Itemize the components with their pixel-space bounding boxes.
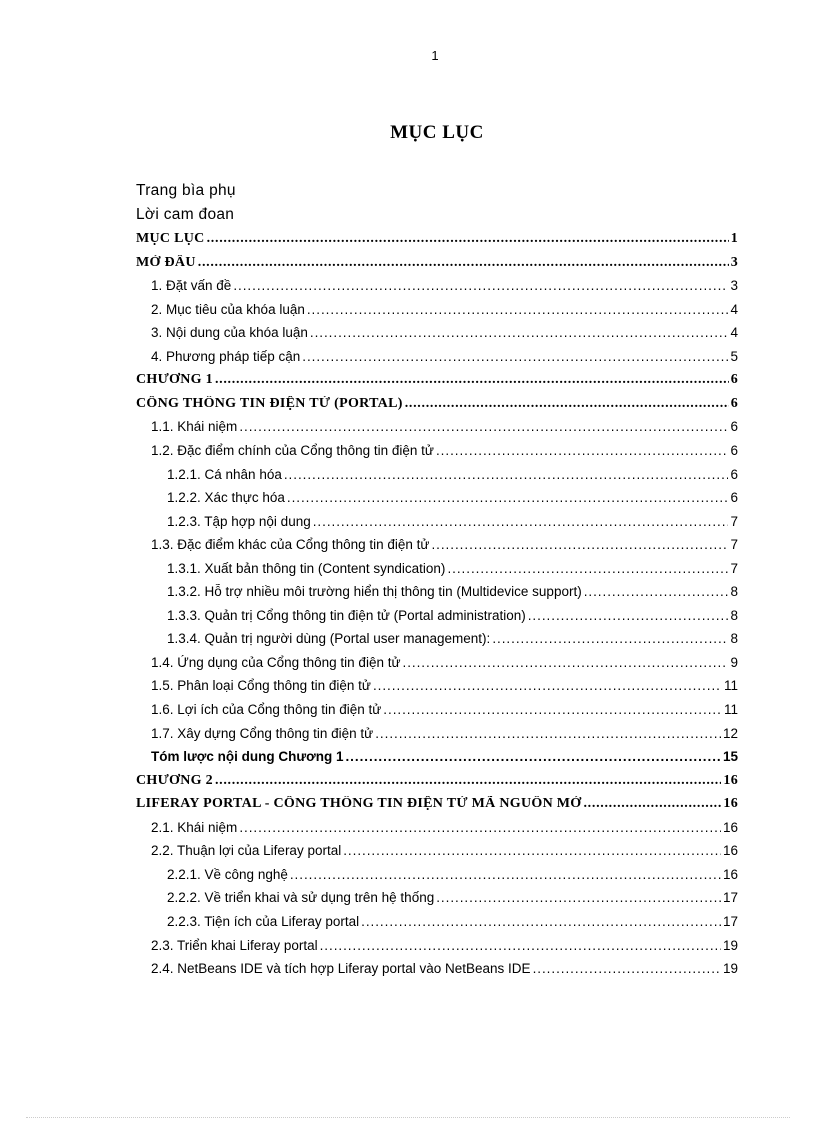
toc-entry-page: 17 <box>722 890 738 906</box>
toc-leader-dots <box>302 349 728 364</box>
toc-entry[interactable] <box>151 278 738 302</box>
toc-entry[interactable] <box>151 843 738 867</box>
toc-entry-page: 3 <box>730 278 738 294</box>
toc-entry-page: 6 <box>730 419 738 435</box>
toc-entry-label: 2.2.1. Về công nghệ <box>167 866 288 882</box>
toc-entry-label: MỞ ĐẦU <box>136 254 196 270</box>
toc-entry-page: 3 <box>730 254 738 270</box>
toc-entry[interactable] <box>151 443 738 467</box>
toc-entry[interactable] <box>151 749 738 773</box>
toc-entry[interactable] <box>151 961 738 985</box>
toc-entry-label: 1.2.2. Xác thực hóa <box>167 490 285 506</box>
toc-leader-dots <box>320 938 721 953</box>
toc-entry-label: CỔNG THÔNG TIN ĐIỆN TỬ (PORTAL) <box>136 395 403 411</box>
toc-entry[interactable] <box>151 938 738 962</box>
page-number: 1 <box>431 48 439 63</box>
toc-entry-label: Tóm lược nội dung Chương 1 <box>151 749 344 765</box>
toc-entry-page: 8 <box>730 607 738 623</box>
toc-entry-page: 19 <box>722 937 738 953</box>
toc-entry-page: 9 <box>730 654 738 670</box>
toc-leader-dots <box>583 796 721 812</box>
toc-entry-label: CHƯƠNG 2 <box>136 772 213 788</box>
toc-entry-label: MỤC LỤC <box>136 231 205 246</box>
toc-leader-dots <box>492 631 728 646</box>
toc-entry-label: 1.5. Phân loại Cổng thông tin điện tử <box>151 678 371 694</box>
toc-entry-page: 15 <box>722 749 738 765</box>
toc-leader-dots <box>345 749 720 764</box>
toc-entry-label: CHƯƠNG 1 <box>136 372 213 388</box>
toc-entry-label: 1.7. Xây dựng Cổng thông tin điện tử <box>151 725 374 741</box>
preface-item-cover[interactable]: Trang bìa phụ <box>136 182 236 199</box>
toc-leader-dots <box>233 278 728 293</box>
toc-leader-dots <box>584 584 729 599</box>
toc-entry-page: 7 <box>730 560 738 576</box>
toc-entry-label: 2.2.3. Tiện ích của Liferay portal <box>167 913 360 929</box>
toc-entry-label: 1.3.3. Quản trị Cổng thông tin điện tử (Portal administration) <box>167 607 526 623</box>
page-title: MỤC LỤC <box>390 122 484 143</box>
toc-entry[interactable] <box>167 561 738 585</box>
preface-item-declaration[interactable]: Lời cam đoan <box>136 206 235 223</box>
toc-leader-dots <box>405 396 729 412</box>
toc-entry-label: 2.1. Khái niệm <box>151 819 238 835</box>
toc-entry[interactable] <box>151 537 738 561</box>
toc-entry-page: 4 <box>730 325 738 341</box>
toc-entry[interactable] <box>167 914 738 938</box>
toc-leader-dots <box>528 608 729 623</box>
toc-leader-dots <box>436 890 721 905</box>
toc-entry-label: 3. Nội dung của khóa luận <box>151 325 308 341</box>
toc-entry-page: 17 <box>722 913 738 929</box>
toc-entry-label: 1.4. Ứng dụng của Cổng thông tin điện tử <box>151 654 401 670</box>
toc-entry-page: 6 <box>730 466 738 482</box>
toc-leader-dots <box>447 561 728 576</box>
toc-entry-label: 1.2.1. Cá nhân hóa <box>167 466 282 482</box>
toc-leader-dots <box>373 678 722 693</box>
toc-leader-dots <box>310 325 729 340</box>
toc-entry-page: 11 <box>723 678 738 694</box>
toc-entry-label: 1.2. Đặc điểm chính của Cổng thông tin điện tử <box>151 442 434 458</box>
toc-entry[interactable] <box>151 419 738 443</box>
toc-entry-page: 16 <box>723 796 738 812</box>
toc-entry-label: 2.2.2. Về triển khai và sử dụng trên hệ thống <box>167 890 435 906</box>
toc-leader-dots <box>436 443 729 458</box>
toc-entry-page: 6 <box>730 490 738 506</box>
toc-entry-page: 5 <box>730 348 738 364</box>
toc-entry-page: 6 <box>730 372 738 388</box>
toc-entry-page: 16 <box>722 866 738 882</box>
toc-entry-label: 2. Mục tiêu của khóa luận <box>151 301 305 317</box>
toc-entry-label: 1.3. Đặc điểm khác của Cổng thông tin điện tử <box>151 537 430 553</box>
toc-entry[interactable] <box>136 796 738 820</box>
toc-leader-dots <box>375 726 721 741</box>
toc-entry-page: 8 <box>730 584 738 600</box>
toc-leader-dots <box>533 961 721 976</box>
toc-leader-dots <box>307 302 729 317</box>
toc-entry[interactable] <box>151 349 738 373</box>
toc-entry[interactable] <box>151 678 738 702</box>
toc-entry-page: 8 <box>730 631 738 647</box>
toc-entry[interactable] <box>151 325 738 349</box>
toc-entry[interactable] <box>167 584 738 608</box>
toc-entry-page: 11 <box>723 702 738 717</box>
toc-entry-page: 6 <box>730 395 738 411</box>
toc-leader-dots <box>215 372 729 388</box>
toc-entry[interactable] <box>151 726 738 750</box>
toc-entry[interactable] <box>136 773 738 797</box>
toc-leader-dots <box>343 843 721 858</box>
toc-entry[interactable] <box>136 396 738 420</box>
toc-entry[interactable] <box>151 820 738 844</box>
toc-entry-label: 1.1. Khái niệm <box>151 419 238 435</box>
toc-entry-page: 1 <box>730 231 738 246</box>
toc-entry[interactable] <box>167 867 738 891</box>
toc-leader-dots <box>284 467 729 482</box>
toc-leader-dots <box>215 773 721 789</box>
toc-entry-page: 16 <box>722 843 738 859</box>
toc-entry[interactable] <box>167 608 738 632</box>
toc-entry-label: 2.3. Triển khai Liferay portal <box>151 937 318 953</box>
toc-entry[interactable] <box>167 490 738 514</box>
toc-entry[interactable] <box>167 467 738 491</box>
toc-entry-page: 7 <box>730 537 738 553</box>
toc-entry-page: 12 <box>722 725 738 741</box>
toc-entry[interactable] <box>167 631 738 655</box>
toc-entry-page: 19 <box>722 961 738 977</box>
toc-entry-label: 1.6. Lợi ích của Cổng thông tin điện tử <box>151 702 382 717</box>
toc-entry[interactable] <box>151 702 738 726</box>
toc-entry[interactable] <box>136 231 738 255</box>
toc-leader-dots <box>383 702 722 717</box>
toc-entry-label: 1. Đặt vấn đề <box>151 278 232 294</box>
toc-leader-dots <box>239 419 728 434</box>
toc-entry-page: 7 <box>730 513 738 529</box>
toc-leader-dots <box>290 867 721 882</box>
toc-leader-dots <box>431 537 728 552</box>
toc-leader-dots <box>361 914 721 929</box>
toc-entry[interactable] <box>167 514 738 538</box>
toc-entry-label: 1.3.2. Hỗ trợ nhiều môi trường hiển thị thông tin (Multidevice support) <box>167 584 582 600</box>
page-bottom-border <box>26 1117 790 1118</box>
toc-entry[interactable] <box>167 890 738 914</box>
toc-entry-label: 4. Phương pháp tiếp cận <box>151 348 301 364</box>
toc-entry-page: 6 <box>730 442 738 458</box>
toc-entry-label: 1.3.1. Xuất bản thông tin (Content syndication) <box>167 560 446 576</box>
toc-entry-label: LIFERAY PORTAL - CỔNG THÔNG TIN ĐIỆN TỬ MÃ NGUỒN MỞ <box>136 796 582 812</box>
toc-entry-label: 2.2. Thuận lợi của Liferay portal <box>151 843 342 859</box>
toc-leader-dots <box>403 655 729 670</box>
toc-entry-page: 16 <box>723 772 738 788</box>
toc-entry-page: 4 <box>730 301 738 317</box>
toc-entry-label: 2.4. NetBeans IDE và tích hợp Liferay portal vào NetBeans IDE <box>151 961 531 977</box>
toc-leader-dots <box>239 820 721 835</box>
toc-leader-dots <box>313 514 729 529</box>
toc-entry-page: 16 <box>722 819 738 835</box>
toc-entry-label: 1.3.4. Quản trị người dùng (Portal user management): <box>167 631 491 647</box>
toc-entry-label: 1.2.3. Tập hợp nội dung <box>167 513 311 529</box>
toc-leader-dots <box>198 255 729 271</box>
toc-entry[interactable] <box>151 655 738 679</box>
toc-leader-dots <box>207 231 729 247</box>
toc-entry[interactable] <box>151 302 738 326</box>
toc-leader-dots <box>287 490 729 505</box>
toc-entry[interactable] <box>136 255 738 279</box>
toc-entry[interactable] <box>136 372 738 396</box>
